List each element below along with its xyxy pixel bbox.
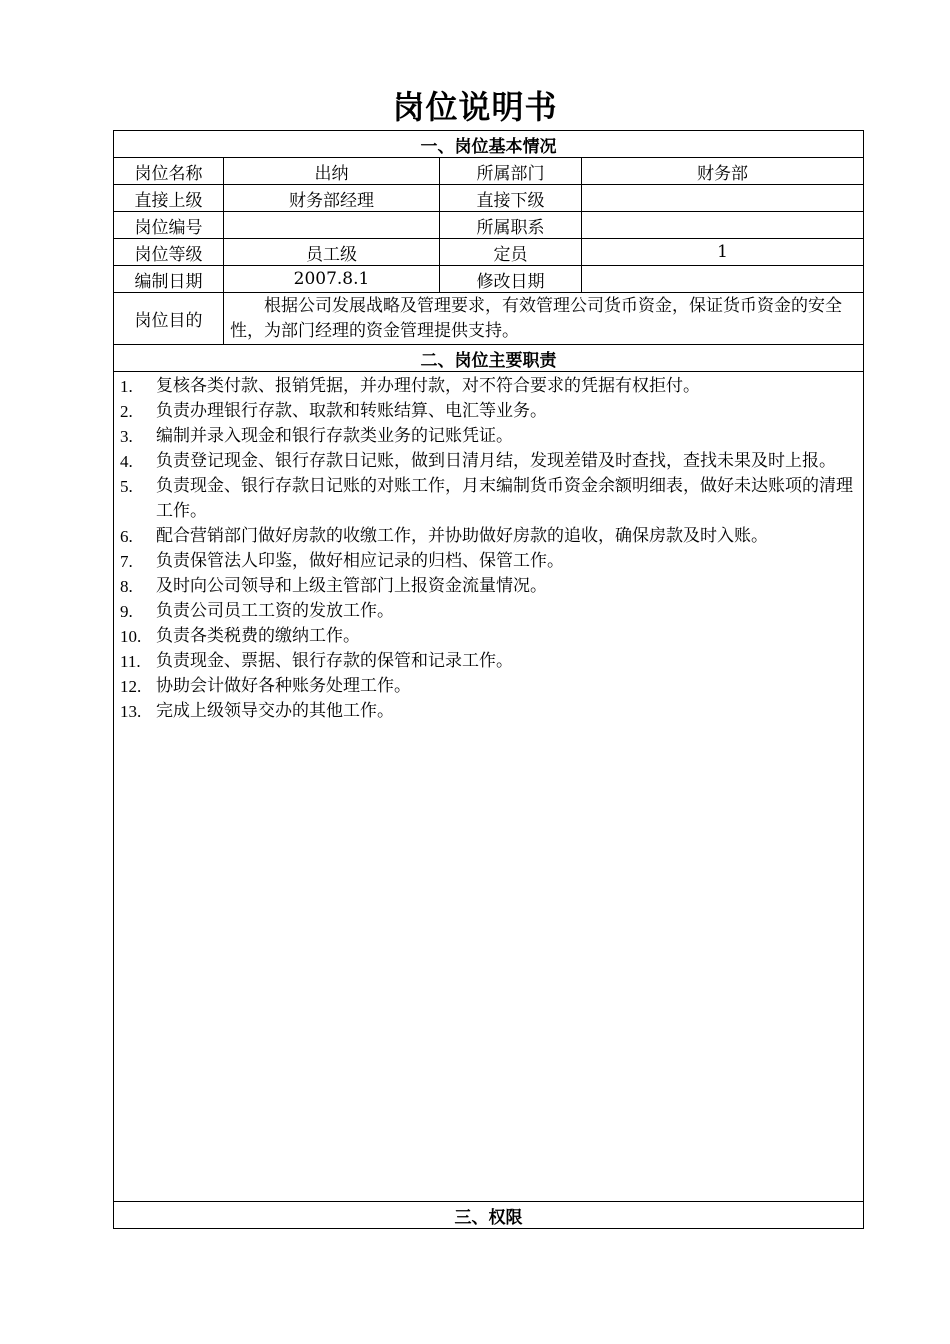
- duty-text: 负责保管法人印鉴，做好相应记录的归档、保管工作。: [156, 551, 564, 571]
- info-row: [114, 212, 864, 239]
- info-row: [114, 266, 864, 293]
- value-direct-subordinate: [582, 185, 864, 212]
- duty-number: 12.: [120, 677, 142, 696]
- info-row: [114, 239, 864, 266]
- duty-text: 负责公司员工工资的发放工作。: [156, 601, 394, 621]
- duties-cell: [114, 372, 864, 1202]
- duty-number: 11.: [120, 652, 141, 671]
- duty-text: 负责登记现金、银行存款日记账，做到日清月结，发现差错及时查找，查找未果及时上报。: [156, 451, 836, 471]
- duty-number: 13.: [120, 702, 142, 721]
- duty-number: 8.: [120, 577, 133, 596]
- duty-number: 1.: [120, 377, 133, 396]
- label-direct-superior: 直接上级: [114, 185, 224, 212]
- value-position-code: [224, 212, 440, 239]
- list-item: [120, 699, 857, 724]
- list-item: [120, 599, 857, 624]
- duty-number: 7.: [120, 552, 133, 571]
- list-item: [120, 574, 857, 599]
- section-basic-info-heading: 一、岗位基本情况: [114, 131, 864, 158]
- purpose-row: [114, 293, 864, 345]
- duty-text: 负责各类税费的缴纳工作。: [156, 626, 360, 646]
- duty-text: 编制并录入现金和银行存款类业务的记账凭证。: [156, 426, 513, 446]
- section-authority-heading: 三、权限: [114, 1202, 864, 1229]
- duty-text: 配合营销部门做好房款的收缴工作，并协助做好房款的追收，确保房款及时入账。: [156, 526, 768, 546]
- list-item: [120, 399, 857, 424]
- duties-list: [120, 374, 857, 724]
- label-job-family: 所属职系: [440, 212, 582, 239]
- info-row: [114, 158, 864, 185]
- section-duties-heading: 二、岗位主要职责: [114, 345, 864, 372]
- duty-text: 完成上级领导交办的其他工作。: [156, 701, 394, 721]
- value-position-grade: 员工级: [224, 239, 440, 266]
- duty-text: 及时向公司领导和上级主管部门上报资金流量情况。: [156, 576, 547, 596]
- duty-number: 3.: [120, 427, 133, 446]
- list-item: [120, 624, 857, 649]
- duty-text: 负责现金、银行存款日记账的对账工作，月末编制货币资金余额明细表，做好未达账项的清理工作。: [156, 476, 853, 521]
- duty-number: 9.: [120, 602, 133, 621]
- list-item: [120, 674, 857, 699]
- label-revision-date: 修改日期: [440, 266, 582, 293]
- list-item: [120, 449, 857, 474]
- list-item: [120, 374, 857, 399]
- duty-number: 4.: [120, 452, 133, 471]
- list-item: [120, 474, 857, 524]
- label-position-purpose: 岗位目的: [114, 293, 224, 345]
- list-item: [120, 549, 857, 574]
- duty-number: 10.: [120, 627, 142, 646]
- value-direct-superior: 财务部经理: [224, 185, 440, 212]
- document-title: 岗位说明书: [392, 88, 558, 126]
- job-description-table: [113, 130, 864, 1229]
- duty-text: 复核各类付款、报销凭据，并办理付款，对不符合要求的凭据有权拒付。: [156, 376, 700, 396]
- duty-text: 负责办理银行存款、取款和转账结算、电汇等业务。: [156, 401, 547, 421]
- info-row: [114, 185, 864, 212]
- value-revision-date: [582, 266, 864, 293]
- value-job-family: [582, 212, 864, 239]
- label-compile-date: 编制日期: [114, 266, 224, 293]
- duty-number: 2.: [120, 402, 133, 421]
- value-headcount: 1: [582, 239, 864, 266]
- label-position-grade: 岗位等级: [114, 239, 224, 266]
- label-position-name: 岗位名称: [114, 158, 224, 185]
- duty-text: 协助会计做好各种账务处理工作。: [156, 676, 411, 696]
- value-department: 财务部: [582, 158, 864, 185]
- duty-number: 6.: [120, 527, 133, 546]
- list-item: [120, 424, 857, 449]
- value-compile-date: 2007.8.1: [224, 266, 440, 293]
- label-headcount: 定员: [440, 239, 582, 266]
- value-position-purpose: 根据公司发展战略及管理要求，有效管理公司货币资金，保证货币资金的安全性，为部门经理的资金管理提供支持。: [224, 293, 864, 345]
- duty-number: 5.: [120, 477, 133, 496]
- label-department: 所属部门: [440, 158, 582, 185]
- list-item: [120, 524, 857, 549]
- duty-text: 负责现金、票据、银行存款的保管和记录工作。: [156, 651, 513, 671]
- value-position-name: 出纳: [224, 158, 440, 185]
- label-direct-subordinate: 直接下级: [440, 185, 582, 212]
- list-item: [120, 649, 857, 674]
- label-position-code: 岗位编号: [114, 212, 224, 239]
